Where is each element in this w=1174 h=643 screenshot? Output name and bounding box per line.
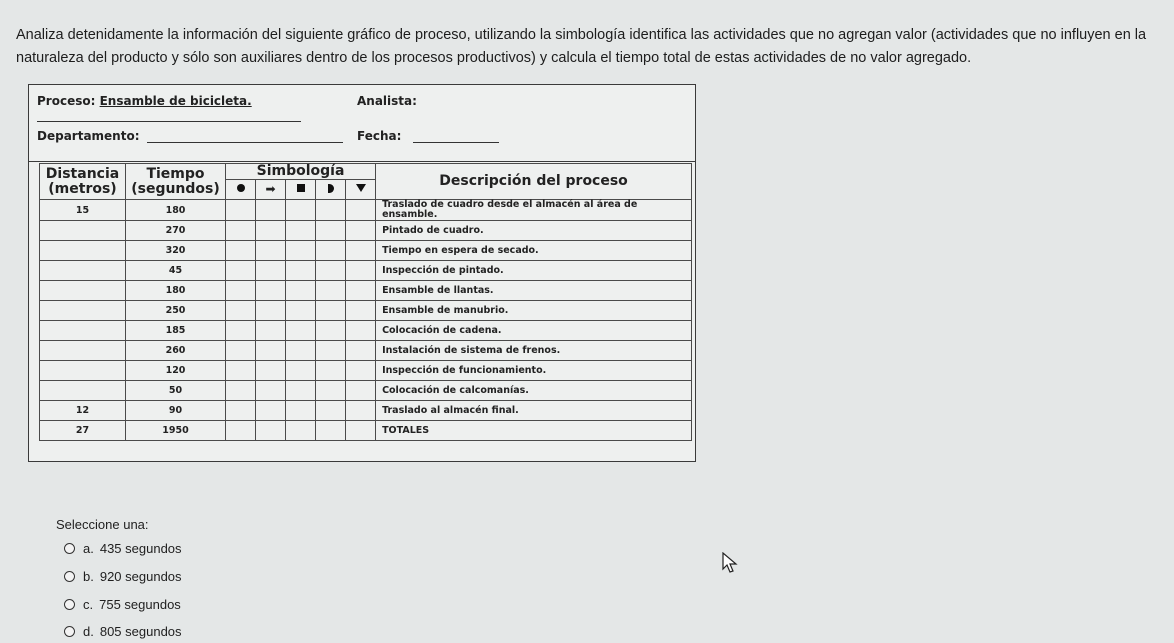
distancia-cell (40, 221, 126, 241)
circle-icon (237, 184, 245, 192)
symbol-cell (226, 381, 256, 401)
analista-label: Analista: (357, 94, 417, 108)
tiempo-cell: 45 (126, 261, 226, 281)
table-row (40, 401, 692, 421)
tiempo-cell: 180 (126, 200, 226, 221)
symbol-cell (256, 281, 286, 301)
symbol-cell (316, 361, 346, 381)
symbol-cell (286, 301, 316, 321)
col-simbologia-header: Simbología (226, 164, 376, 180)
symbol-cell (286, 321, 316, 341)
symbol-cell (286, 401, 316, 421)
symbol-cell (286, 261, 316, 281)
symbol-cell (256, 421, 286, 441)
tiempo-cell: 250 (126, 301, 226, 321)
symbol-cell (316, 261, 346, 281)
symbol-cell (256, 401, 286, 421)
table-row (40, 341, 692, 361)
table-row (40, 281, 692, 301)
tiempo-cell: 260 (126, 341, 226, 361)
distancia-cell (40, 341, 126, 361)
symbol-cell (286, 381, 316, 401)
distancia-cell (40, 281, 126, 301)
radio-b[interactable] (64, 571, 75, 582)
descripcion-cell: Colocación de cadena. (376, 321, 692, 341)
descripcion-cell: TOTALES (376, 421, 692, 441)
symbol-cell (316, 341, 346, 361)
symbol-cell (256, 261, 286, 281)
departamento-line (147, 142, 343, 143)
symbol-cell (226, 221, 256, 241)
symbol-cell (346, 421, 376, 441)
option-a-text: 435 segundos (99, 541, 182, 556)
descripcion-cell: Tiempo en espera de secado. (376, 241, 692, 261)
option-d[interactable] (64, 624, 182, 639)
option-a[interactable] (64, 541, 182, 556)
option-b-text: 920 segundos (99, 569, 182, 584)
distancia-cell (40, 241, 126, 261)
symbol-cell (286, 221, 316, 241)
col-tiempo-header: Tiempo (segundos) (126, 164, 226, 200)
radio-d[interactable] (64, 626, 75, 637)
symbol-cell (226, 361, 256, 381)
symbol-cell (226, 241, 256, 261)
symbol-cell (256, 321, 286, 341)
distancia-cell: 27 (40, 421, 126, 441)
table-row (40, 200, 692, 221)
symbol-cell (346, 200, 376, 221)
descripcion-cell: Colocación de calcomanías. (376, 381, 692, 401)
arrow-icon: ➡ (265, 181, 276, 196)
symbol-cell (226, 401, 256, 421)
table-row (40, 221, 692, 241)
descripcion-cell: Inspección de pintado. (376, 261, 692, 281)
distancia-cell (40, 381, 126, 401)
descripcion-cell: Pintado de cuadro. (376, 221, 692, 241)
delay-icon (328, 184, 334, 193)
symbol-cell (316, 421, 346, 441)
symbol-cell (286, 241, 316, 261)
radio-c[interactable] (64, 599, 75, 610)
symbol-cell (346, 401, 376, 421)
symbol-cell (256, 361, 286, 381)
option-c-text: 755 segundos (99, 597, 181, 612)
symbol-cell (346, 241, 376, 261)
symbol-cell (256, 341, 286, 361)
symbol-cell (316, 221, 346, 241)
transport-symbol (256, 180, 286, 200)
table-row (40, 321, 692, 341)
symbol-cell (346, 281, 376, 301)
symbol-cell (226, 321, 256, 341)
symbol-cell (346, 261, 376, 281)
descripcion-cell: Inspección de funcionamiento. (376, 361, 692, 381)
option-c-letter: c. (83, 597, 94, 612)
descripcion-cell: Instalación de sistema de frenos. (376, 341, 692, 361)
symbol-cell (286, 361, 316, 381)
symbol-cell (346, 301, 376, 321)
radio-a[interactable] (64, 543, 75, 554)
symbol-cell (226, 341, 256, 361)
distancia-cell: 15 (40, 200, 126, 221)
distancia-cell: 12 (40, 401, 126, 421)
symbol-cell (256, 301, 286, 321)
table-row (40, 241, 692, 261)
fecha-label: Fecha: (357, 129, 402, 143)
table-row (40, 261, 692, 281)
tiempo-cell: 90 (126, 401, 226, 421)
tiempo-cell: 320 (126, 241, 226, 261)
symbol-cell (346, 381, 376, 401)
symbol-cell (316, 241, 346, 261)
symbol-cell (256, 221, 286, 241)
distancia-cell (40, 261, 126, 281)
operation-symbol (226, 180, 256, 200)
option-c[interactable] (64, 597, 181, 612)
symbol-cell (316, 281, 346, 301)
tiempo-cell: 120 (126, 361, 226, 381)
table-row (40, 381, 692, 401)
descripcion-cell: Traslado de cuadro desde el almacén al área de ensamble. (376, 200, 692, 221)
symbol-cell (286, 421, 316, 441)
distancia-cell (40, 361, 126, 381)
symbol-cell (316, 301, 346, 321)
symbol-cell (286, 341, 316, 361)
symbol-cell (226, 261, 256, 281)
descripcion-cell: Ensamble de llantas. (376, 281, 692, 301)
symbol-cell (316, 381, 346, 401)
proceso-label: Proceso: (37, 94, 96, 108)
descripcion-cell: Ensamble de manubrio. (376, 301, 692, 321)
symbol-cell (346, 341, 376, 361)
table-row (40, 361, 692, 381)
option-b-letter: b. (83, 569, 94, 584)
process-table (39, 163, 692, 441)
symbol-cell (256, 381, 286, 401)
symbol-cell (256, 241, 286, 261)
proceso-field (37, 94, 252, 108)
tiempo-cell: 180 (126, 281, 226, 301)
select-label: Seleccione una: (56, 517, 149, 532)
symbol-cell (286, 200, 316, 221)
square-icon (297, 184, 305, 192)
descripcion-cell: Traslado al almacén final. (376, 401, 692, 421)
storage-symbol (346, 180, 376, 200)
symbol-cell (286, 281, 316, 301)
symbol-cell (316, 401, 346, 421)
proceso-value: Ensamble de bicicleta. (99, 94, 252, 108)
symbol-cell (226, 421, 256, 441)
question-text: Analiza detenidamente la información del siguiente gráfico de proceso, utilizando la simbología identifica las actividades que no agregan valor (actividades que no influyen en la naturaleza del producto y sólo son auxiliares dentro de los procesos productivos) y calcula el tiempo total de estas actividades de no valor agregado. (16, 27, 1147, 66)
distancia-cell (40, 301, 126, 321)
proceso-line (37, 121, 301, 122)
table-header-row (40, 164, 692, 180)
delay-symbol (316, 180, 346, 200)
symbol-cell (346, 361, 376, 381)
symbol-cell (226, 200, 256, 221)
symbol-cell (316, 200, 346, 221)
symbol-cell (226, 281, 256, 301)
inspection-symbol (286, 180, 316, 200)
tiempo-cell: 270 (126, 221, 226, 241)
header-divider (29, 161, 695, 162)
col-descripcion-header: Descripción del proceso (376, 164, 692, 200)
process-chart-form (28, 84, 696, 462)
tiempo-cell: 50 (126, 381, 226, 401)
mouse-cursor-icon (722, 552, 738, 574)
distancia-cell (40, 321, 126, 341)
departamento-label: Departamento: (37, 129, 140, 143)
fecha-line (413, 142, 499, 143)
symbol-cell (346, 321, 376, 341)
option-b[interactable] (64, 569, 182, 584)
option-d-text: 805 segundos (99, 624, 182, 639)
table-row (40, 301, 692, 321)
tiempo-cell: 1950 (126, 421, 226, 441)
symbol-cell (256, 200, 286, 221)
table-row (40, 421, 692, 441)
symbol-cell (346, 221, 376, 241)
triangle-icon (356, 184, 366, 192)
symbol-cell (316, 321, 346, 341)
option-d-letter: d. (83, 624, 94, 639)
col-distancia-header: Distancia (metros) (40, 164, 126, 200)
tiempo-cell: 185 (126, 321, 226, 341)
option-a-letter: a. (83, 541, 94, 556)
symbol-cell (226, 301, 256, 321)
